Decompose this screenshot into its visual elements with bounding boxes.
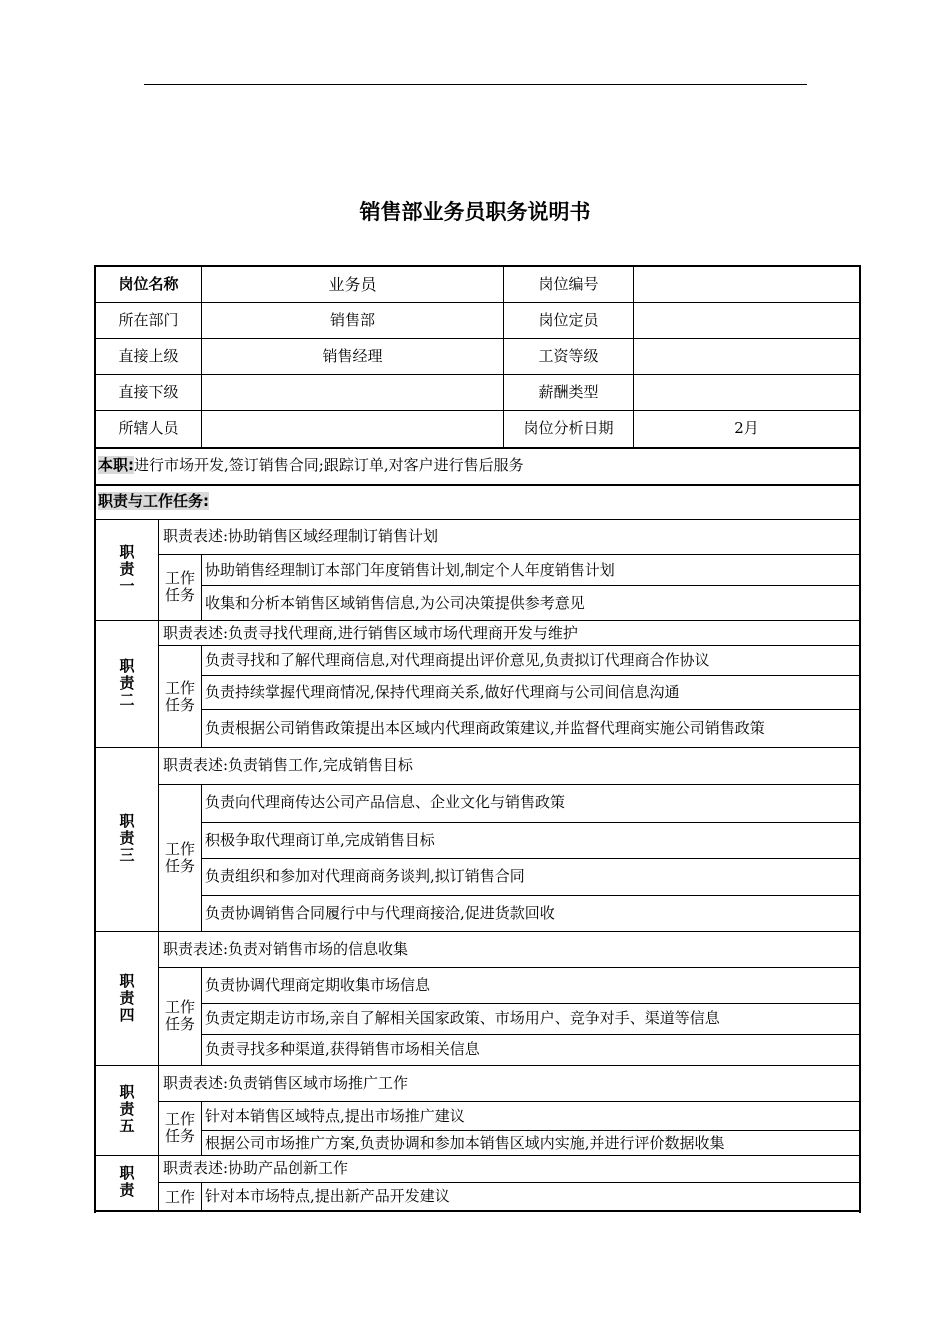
row-divider bbox=[202, 822, 859, 823]
subordinate-label: 直接下级 bbox=[118, 383, 179, 401]
row-divider bbox=[202, 709, 859, 710]
analysis-date-value: 2月 bbox=[734, 419, 759, 437]
col-divider bbox=[633, 267, 634, 447]
row-divider bbox=[202, 675, 859, 676]
duty-2-name: 职 责 二 bbox=[119, 657, 135, 709]
col-divider bbox=[201, 1101, 202, 1155]
analysis-date-label: 岗位分析日期 bbox=[523, 419, 614, 437]
duty-1-name: 职 责 一 bbox=[119, 543, 135, 595]
duty-5-task-label: 工作 任务 bbox=[164, 1110, 195, 1145]
salary-grade-label: 工资等级 bbox=[538, 347, 599, 365]
duty-6-statement: 职责表述:协助产品创新工作 bbox=[163, 1159, 349, 1177]
row-divider bbox=[202, 1130, 859, 1131]
duty-1-task-2: 收集和分析本销售区域销售信息,为公司决策提供参考意见 bbox=[205, 594, 585, 612]
row-divider bbox=[202, 895, 859, 896]
summary-text: 进行市场开发,签订销售合同;跟踪订单,对客户进行售后服务 bbox=[134, 456, 524, 474]
duties-heading: 职责与工作任务: bbox=[98, 492, 209, 510]
duty-3-statement: 职责表述:负责销售工作,完成销售目标 bbox=[163, 756, 413, 774]
duty-1-task-1: 协助销售经理制订本部门年度销售计划,制定个人年度销售计划 bbox=[205, 561, 615, 579]
row-divider bbox=[96, 1155, 859, 1156]
duty-3-task-4: 负责协调销售合同履行中与代理商接洽,促进货款回收 bbox=[205, 904, 555, 922]
row-divider bbox=[96, 1065, 859, 1066]
duty-4-task-2: 负责定期走访市场,亲自了解相关国家政策、市场用户、竞争对手、渠道等信息 bbox=[205, 1009, 720, 1027]
row-divider bbox=[96, 620, 859, 621]
row-divider bbox=[159, 554, 859, 555]
duty-2-task-label: 工作 任务 bbox=[164, 679, 195, 714]
duty-3-name: 职 责 三 bbox=[119, 812, 135, 864]
duty-2-task-3: 负责根据公司销售政策提出本区域内代理商政策建议,并监督代理商实施公司销售政策 bbox=[205, 719, 765, 737]
duty-4-name: 职 责 四 bbox=[119, 972, 135, 1024]
row-divider bbox=[96, 447, 859, 449]
row-divider bbox=[96, 1210, 859, 1212]
duty-6-name: 职 责 bbox=[119, 1164, 135, 1199]
duty-4-task-3: 负责寻找多种渠道,获得销售市场相关信息 bbox=[205, 1040, 480, 1058]
duty-1-statement: 职责表述:协助销售区域经理制订销售计划 bbox=[163, 527, 439, 545]
row-divider bbox=[202, 858, 859, 859]
row-divider bbox=[96, 302, 859, 303]
duty-2-task-1: 负责寻找和了解代理商信息,对代理商提出评价意见,负责拟订代理商合作协议 bbox=[205, 651, 710, 669]
row-divider bbox=[96, 519, 859, 520]
col-divider bbox=[201, 784, 202, 931]
duty-4-task-label: 工作 任务 bbox=[164, 998, 195, 1033]
duty-3-task-3: 负责组织和参加对代理商商务谈判,拟订销售合同 bbox=[205, 867, 525, 885]
duty-3-task-label: 工作 任务 bbox=[164, 840, 195, 875]
headcount-label: 岗位定员 bbox=[538, 311, 599, 329]
row-divider bbox=[202, 1003, 859, 1004]
row-divider bbox=[96, 931, 859, 932]
supervisor-label: 直接上级 bbox=[118, 347, 179, 365]
position-name-label: 岗位名称 bbox=[118, 275, 179, 293]
duty-6-task-label: 工作 bbox=[164, 1188, 195, 1206]
duty-4-task-1: 负责协调代理商定期收集市场信息 bbox=[205, 976, 431, 994]
row-divider bbox=[96, 374, 859, 375]
row-divider bbox=[202, 1034, 859, 1035]
document-title: 销售部业务员职务说明书 bbox=[359, 200, 591, 224]
duty-2-statement: 职责表述:负责寻找代理商,进行销售区域市场代理商开发与维护 bbox=[163, 624, 578, 642]
col-divider bbox=[201, 645, 202, 747]
col-divider bbox=[201, 554, 202, 620]
department-value: 销售部 bbox=[329, 311, 375, 329]
duty-6-task-1: 针对本市场特点,提出新产品开发建议 bbox=[205, 1187, 450, 1205]
duty-2-task-2: 负责持续掌握代理商情况,保持代理商关系,做好代理商与公司间信息沟通 bbox=[205, 683, 680, 701]
duty-5-task-2: 根据公司市场推广方案,负责协调和参加本销售区域内实施,并进行评价数据收集 bbox=[205, 1134, 725, 1152]
row-divider bbox=[159, 1101, 859, 1102]
duty-5-name: 职 责 五 bbox=[119, 1083, 135, 1135]
position-name-value: 业务员 bbox=[328, 275, 377, 294]
col-divider bbox=[201, 967, 202, 1065]
row-divider bbox=[96, 410, 859, 411]
header-rule bbox=[144, 84, 807, 85]
row-divider bbox=[159, 967, 859, 968]
department-label: 所在部门 bbox=[118, 311, 179, 329]
row-divider bbox=[159, 645, 859, 646]
job-description-table bbox=[94, 265, 861, 1213]
staff-label: 所辖人员 bbox=[118, 419, 179, 437]
row-divider bbox=[96, 747, 859, 748]
summary-label: 本职: bbox=[98, 456, 134, 474]
duty-5-task-1: 针对本销售区域特点,提出市场推广建议 bbox=[205, 1107, 465, 1125]
col-divider bbox=[201, 1182, 202, 1211]
row-divider bbox=[96, 484, 859, 486]
position-code-label: 岗位编号 bbox=[538, 275, 599, 293]
row-divider bbox=[159, 784, 859, 785]
pay-type-label: 薪酬类型 bbox=[538, 383, 599, 401]
supervisor-value: 销售经理 bbox=[322, 347, 383, 365]
summary-row bbox=[98, 458, 524, 473]
duty-4-statement: 职责表述:负责对销售市场的信息收集 bbox=[163, 940, 409, 958]
duty-3-task-2: 积极争取代理商订单,完成销售目标 bbox=[205, 831, 435, 849]
duty-3-task-1: 负责向代理商传达公司产品信息、企业文化与销售政策 bbox=[205, 793, 566, 811]
duty-5-statement: 职责表述:负责销售区域市场推广工作 bbox=[163, 1074, 409, 1092]
row-divider bbox=[159, 1182, 859, 1183]
row-divider bbox=[202, 585, 859, 586]
row-divider bbox=[96, 338, 859, 339]
duty-1-task-label: 工作 任务 bbox=[164, 569, 195, 604]
